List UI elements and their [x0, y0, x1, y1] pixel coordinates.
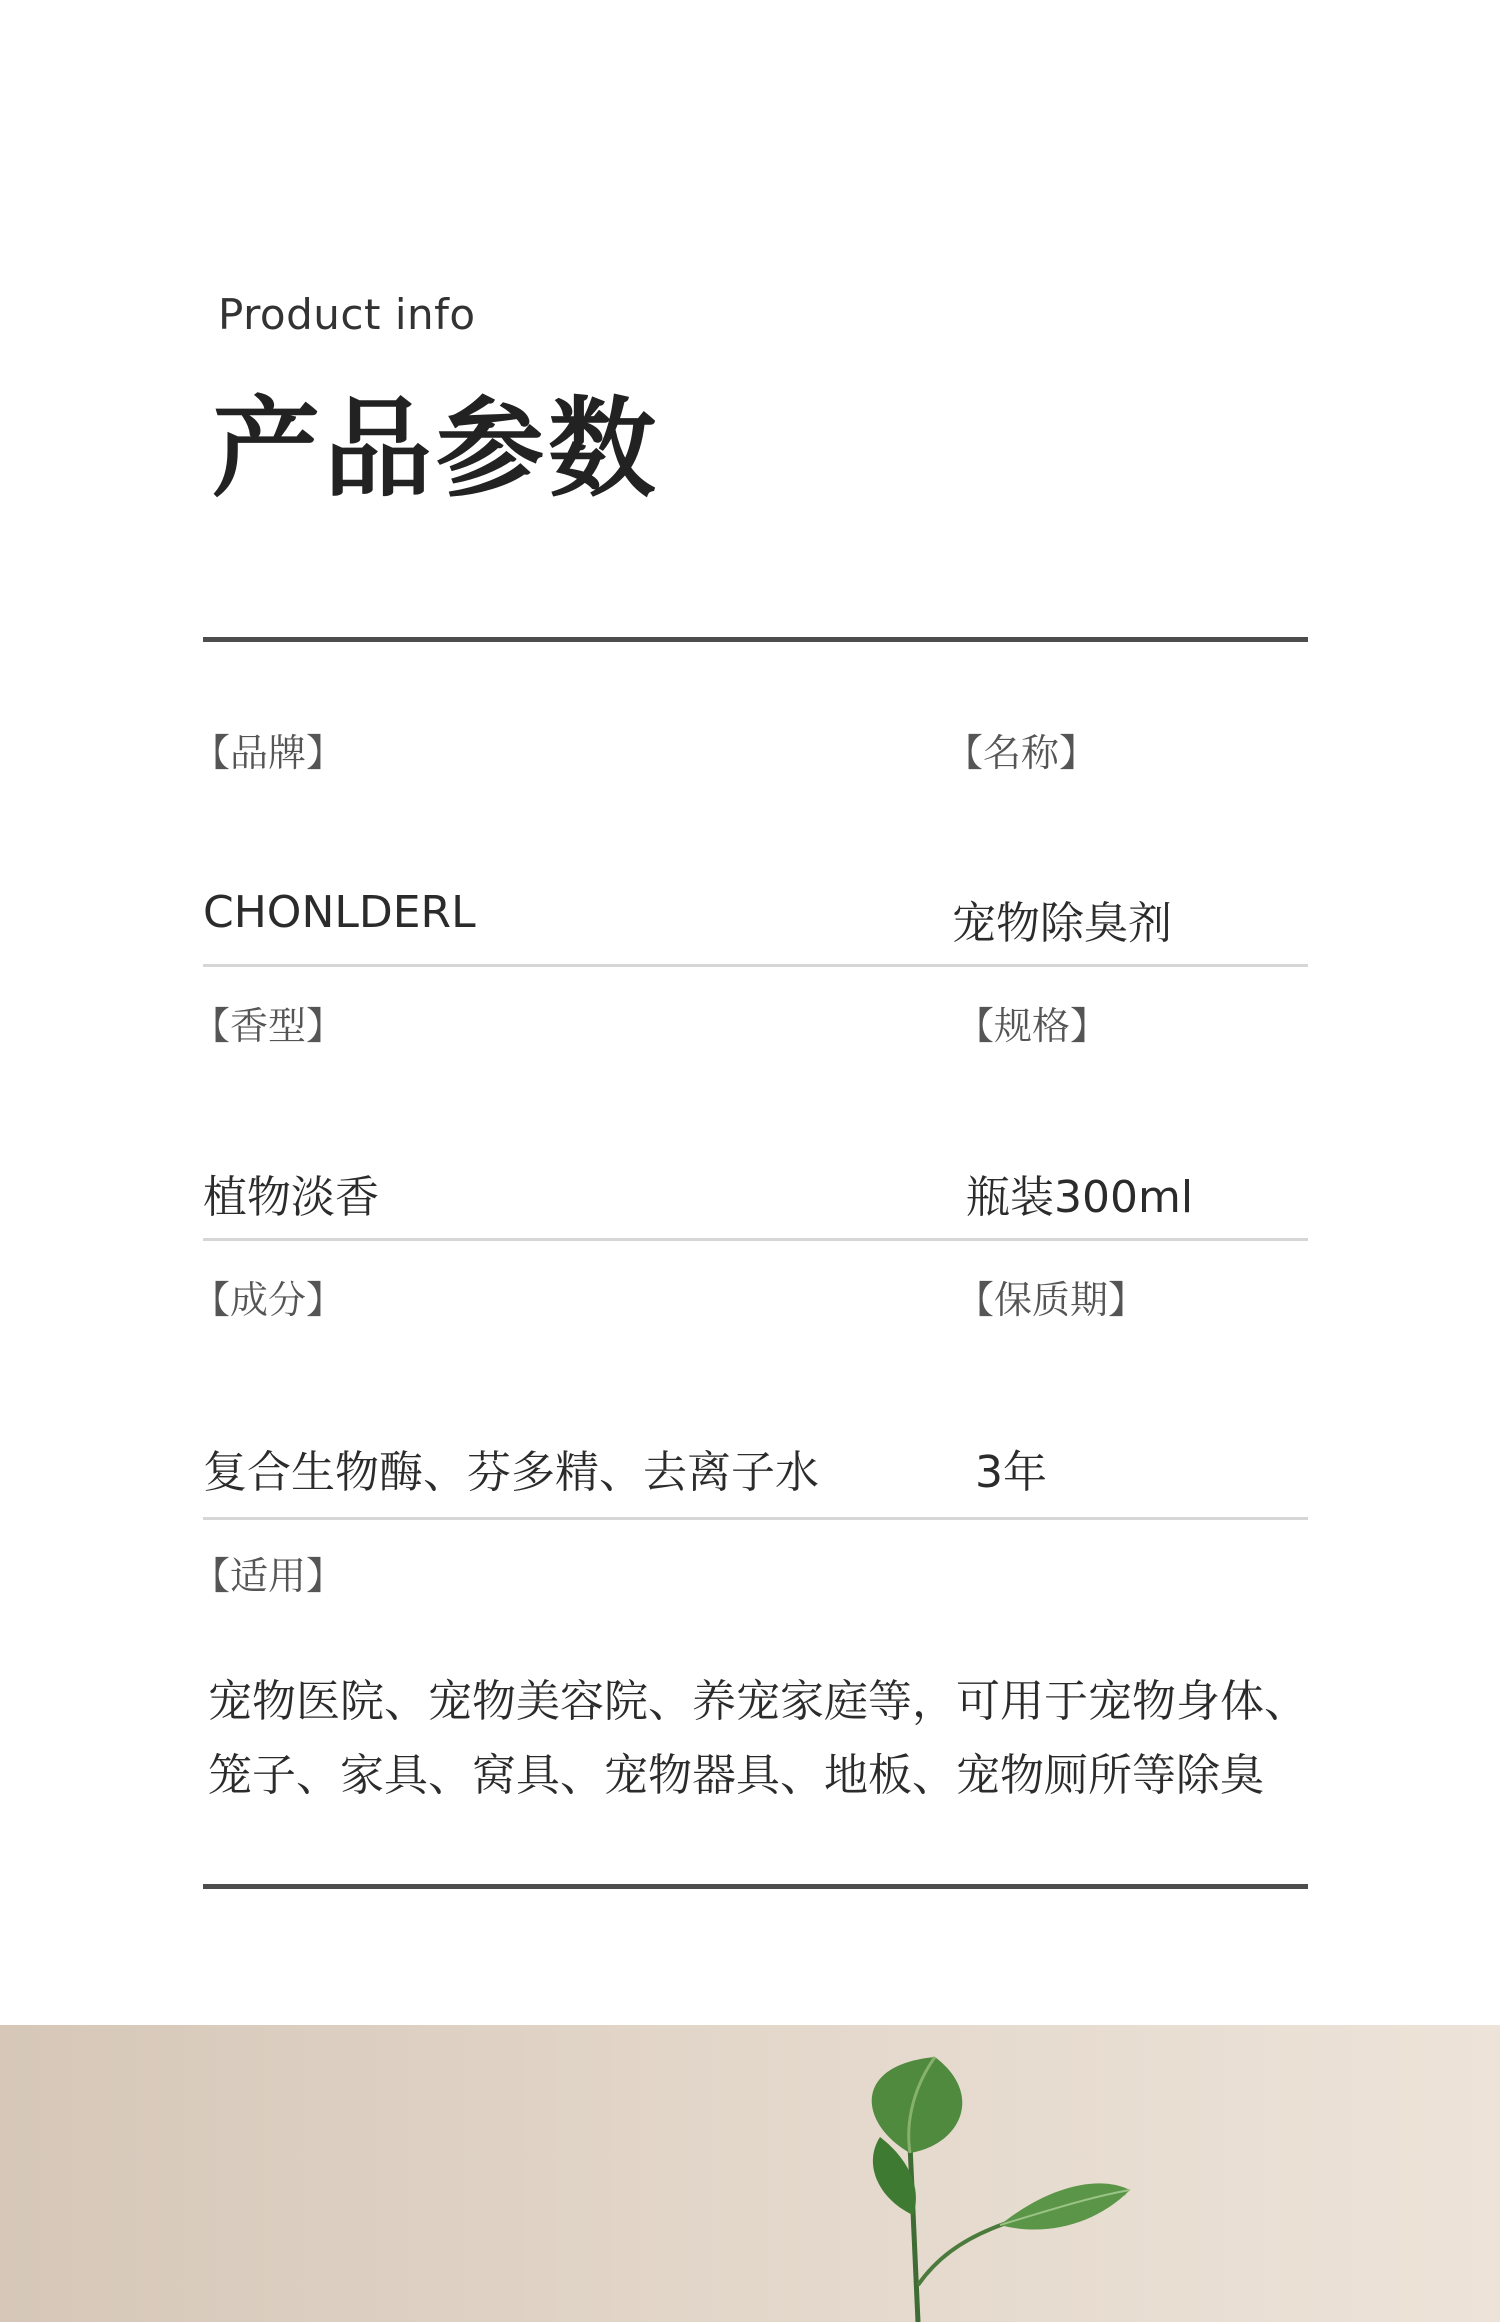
ingredients-label: 【成分】 [192, 1278, 345, 1322]
size-label: 【规格】 [956, 1004, 1109, 1048]
bottom-rule [203, 1884, 1308, 1889]
scent-label: 【香型】 [192, 1004, 345, 1048]
ingredients-value: 复合生物酶、芬多精、去离子水 [203, 1447, 819, 1498]
scent-value: 植物淡香 [203, 1172, 379, 1223]
usage-line-1: 宠物医院、宠物美容院、养宠家庭等，可用于宠物身体、 [208, 1676, 1308, 1727]
row-divider [203, 1517, 1308, 1520]
shelf-life-value: 3年 [975, 1447, 1047, 1498]
plant-photo [0, 2025, 1500, 2322]
page-title: 产品参数 [212, 387, 661, 512]
size-value: 瓶装300ml [966, 1172, 1194, 1223]
brand-label: 【品牌】 [192, 731, 345, 775]
top-rule [203, 637, 1308, 642]
usage-label: 【适用】 [192, 1554, 345, 1598]
shelf-life-label: 【保质期】 [956, 1278, 1147, 1322]
brand-value: CHONLDERL [203, 887, 476, 938]
row-divider [203, 1238, 1308, 1241]
name-value: 宠物除臭剂 [952, 898, 1172, 949]
name-label: 【名称】 [945, 731, 1098, 775]
usage-text [208, 1665, 1348, 1813]
plant-leaf-icon [0, 2025, 1500, 2322]
row-divider [203, 964, 1308, 967]
usage-line-2: 笼子、家具、窝具、宠物器具、地板、宠物厕所等除臭 [208, 1750, 1264, 1801]
header-subtitle: Product info [218, 290, 476, 339]
